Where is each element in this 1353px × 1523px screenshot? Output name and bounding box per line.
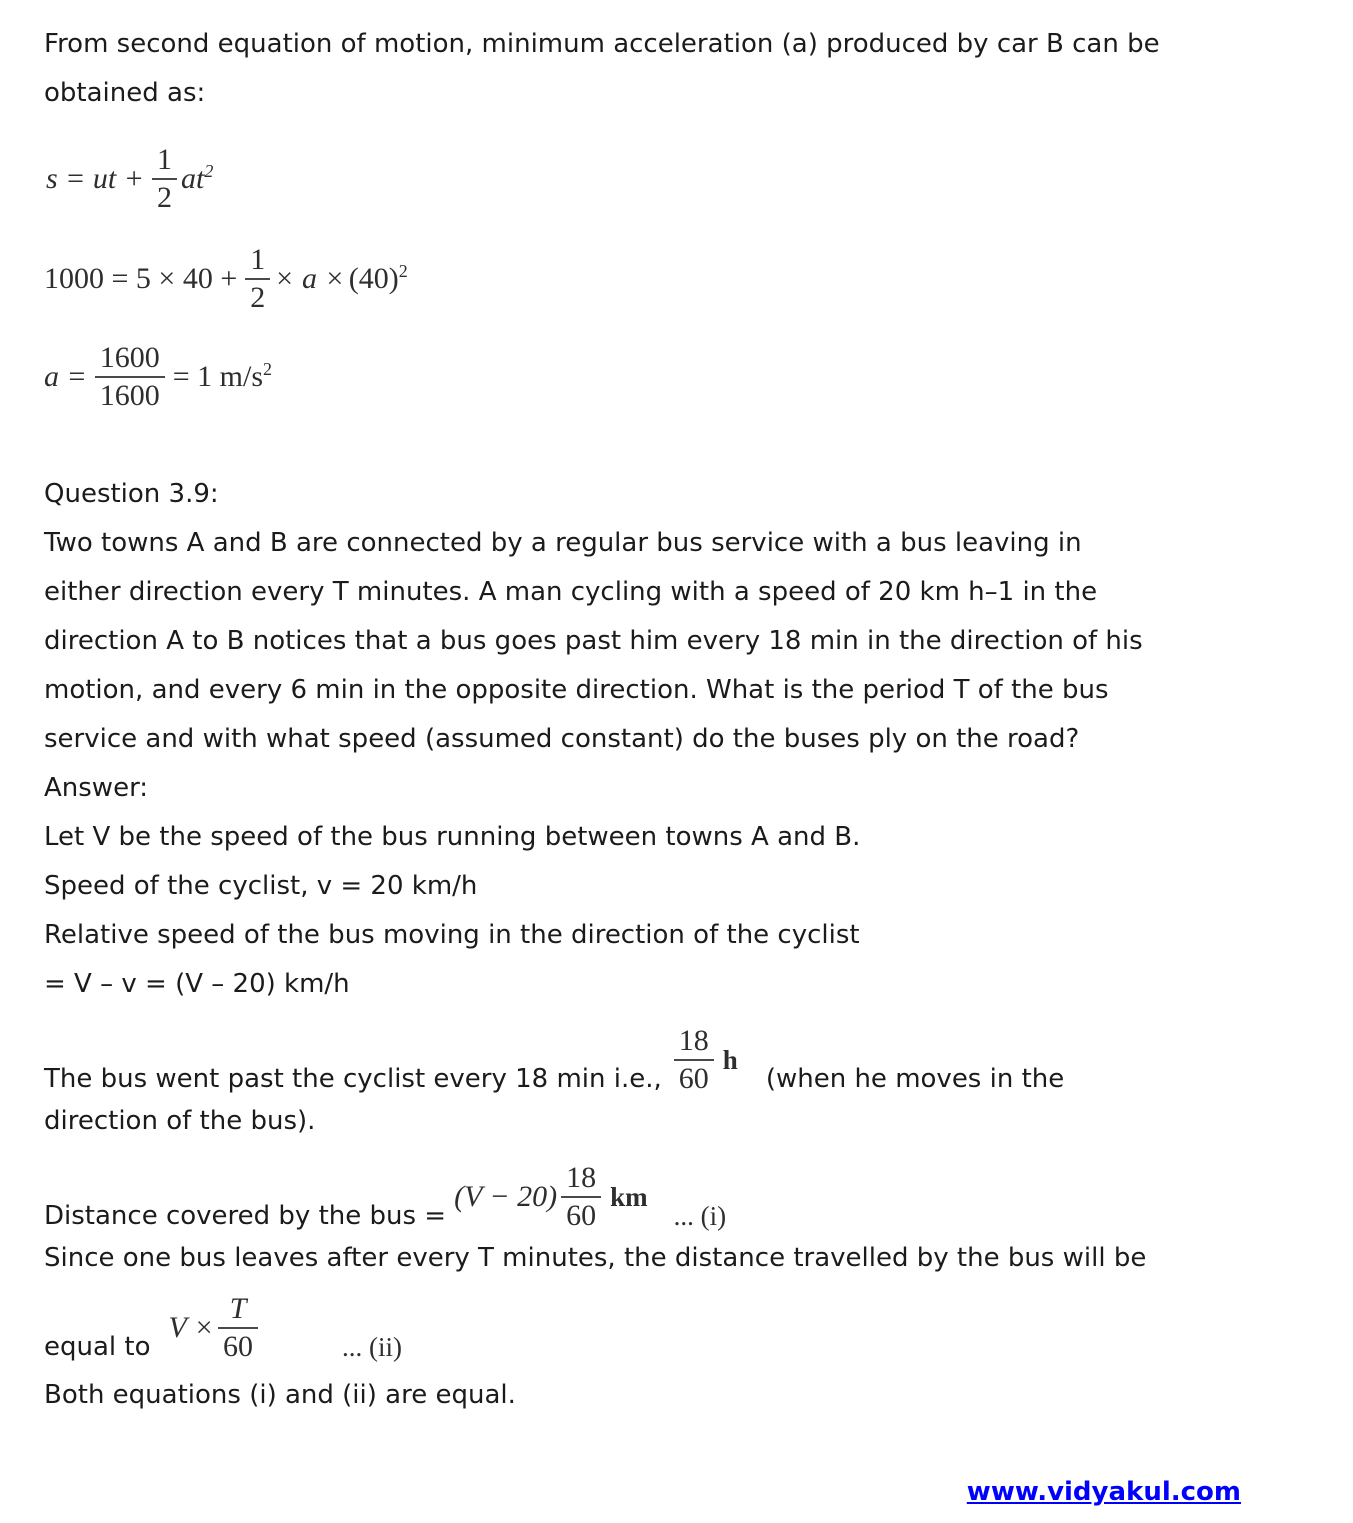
both-equations-line: Both equations (i) and (ii) are equal. <box>44 1380 516 1410</box>
exponent: 2 <box>204 161 214 181</box>
unit-hours: h <box>722 1044 738 1075</box>
bus-past-line <box>44 1023 1313 1097</box>
bus-past-text-cont: (when he moves in the <box>765 1064 1065 1094</box>
answer-line: Relative speed of the bus moving in the direction of the cyclist <box>44 920 860 950</box>
intro-line-1: From second equation of motion, minimum acceleration (a) produced by car B can be <box>44 29 1160 59</box>
answer-label: Answer: <box>44 773 149 803</box>
distance-covered-line <box>44 1160 1313 1234</box>
fraction: $\frac{T}{60}$ <box>218 1291 258 1365</box>
equal-to-line <box>44 1291 1313 1365</box>
equation-pre: (V − 20) <box>454 1180 558 1213</box>
bus-past-text: The bus went past the cyclist every 18 min i.e., <box>44 1064 662 1094</box>
question-line: motion, and every 6 min in the opposite direction. What is the period T of the bus <box>44 675 1109 705</box>
answer-line: Let V be the speed of the bus running between towns A and B. <box>44 822 861 852</box>
equation-lhs: 1000 = 5 × 40 + <box>44 262 238 295</box>
question-line: Two towns A and B are connected by a regular bus service with a bus leaving in <box>44 528 1082 558</box>
answer-line: Speed of the cyclist, v = 20 km/h <box>44 871 478 901</box>
inline-equation-ii <box>169 1291 259 1365</box>
equation-ref-i: ... (i) <box>673 1201 727 1231</box>
equation-lhs: a = <box>44 360 87 393</box>
fraction: $\frac{1600}{1600}$ <box>95 340 165 414</box>
exponent: 2 <box>398 261 408 281</box>
footer <box>967 1477 1241 1507</box>
question-line: either direction every T minutes. A man cycling with a speed of 20 km h–1 in the <box>44 577 1098 607</box>
fraction: $\frac{18}{60}$ <box>561 1160 601 1234</box>
distance-text: Distance covered by the bus = <box>44 1201 447 1231</box>
exponent: 2 <box>263 359 273 379</box>
vidyakul-link[interactable]: www.vidyakul.com <box>966 1477 1241 1507</box>
since-line: Since one bus leaves after every T minutes, the distance travelled by the bus will be <box>44 1243 1147 1273</box>
question-line: direction A to B notices that a bus goes past him every 18 min in the direction of his <box>44 626 1143 656</box>
fraction: $\frac{1}{2}$ <box>152 142 177 216</box>
equation-lhs: s = ut + <box>46 162 144 195</box>
inline-fraction-18-60 <box>674 1023 738 1097</box>
equation-paren: $(40)^2$ <box>348 261 408 295</box>
question-line: service and with what speed (assumed constant) do the buses ply on the road? <box>44 724 1080 754</box>
equation-acceleration-result <box>44 340 1313 414</box>
fraction: $\frac{18}{60}$ <box>674 1023 714 1097</box>
inline-equation-i <box>454 1160 648 1234</box>
question-label: Question 3.9: <box>44 479 219 509</box>
equation-second-motion <box>46 142 1313 216</box>
equation-ref-ii: ... (ii) <box>342 1332 403 1362</box>
intro-line-2: obtained as: <box>44 78 206 108</box>
equal-to-text: equal to <box>44 1332 151 1362</box>
bus-direction-line: direction of the bus). <box>44 1106 316 1136</box>
answer-line: = V – v = (V – 20) km/h <box>44 969 350 999</box>
equation-rhs: = 1 $m/s^2$ <box>172 359 273 393</box>
equation-mid: × a × <box>274 262 345 295</box>
unit-km: km <box>610 1181 648 1212</box>
equation-pre: V × <box>168 1311 215 1344</box>
equation-rhs: $at^2$ <box>181 161 214 195</box>
fraction: $\frac{1}{2}$ <box>245 242 270 316</box>
equation-substituted <box>44 242 1313 316</box>
